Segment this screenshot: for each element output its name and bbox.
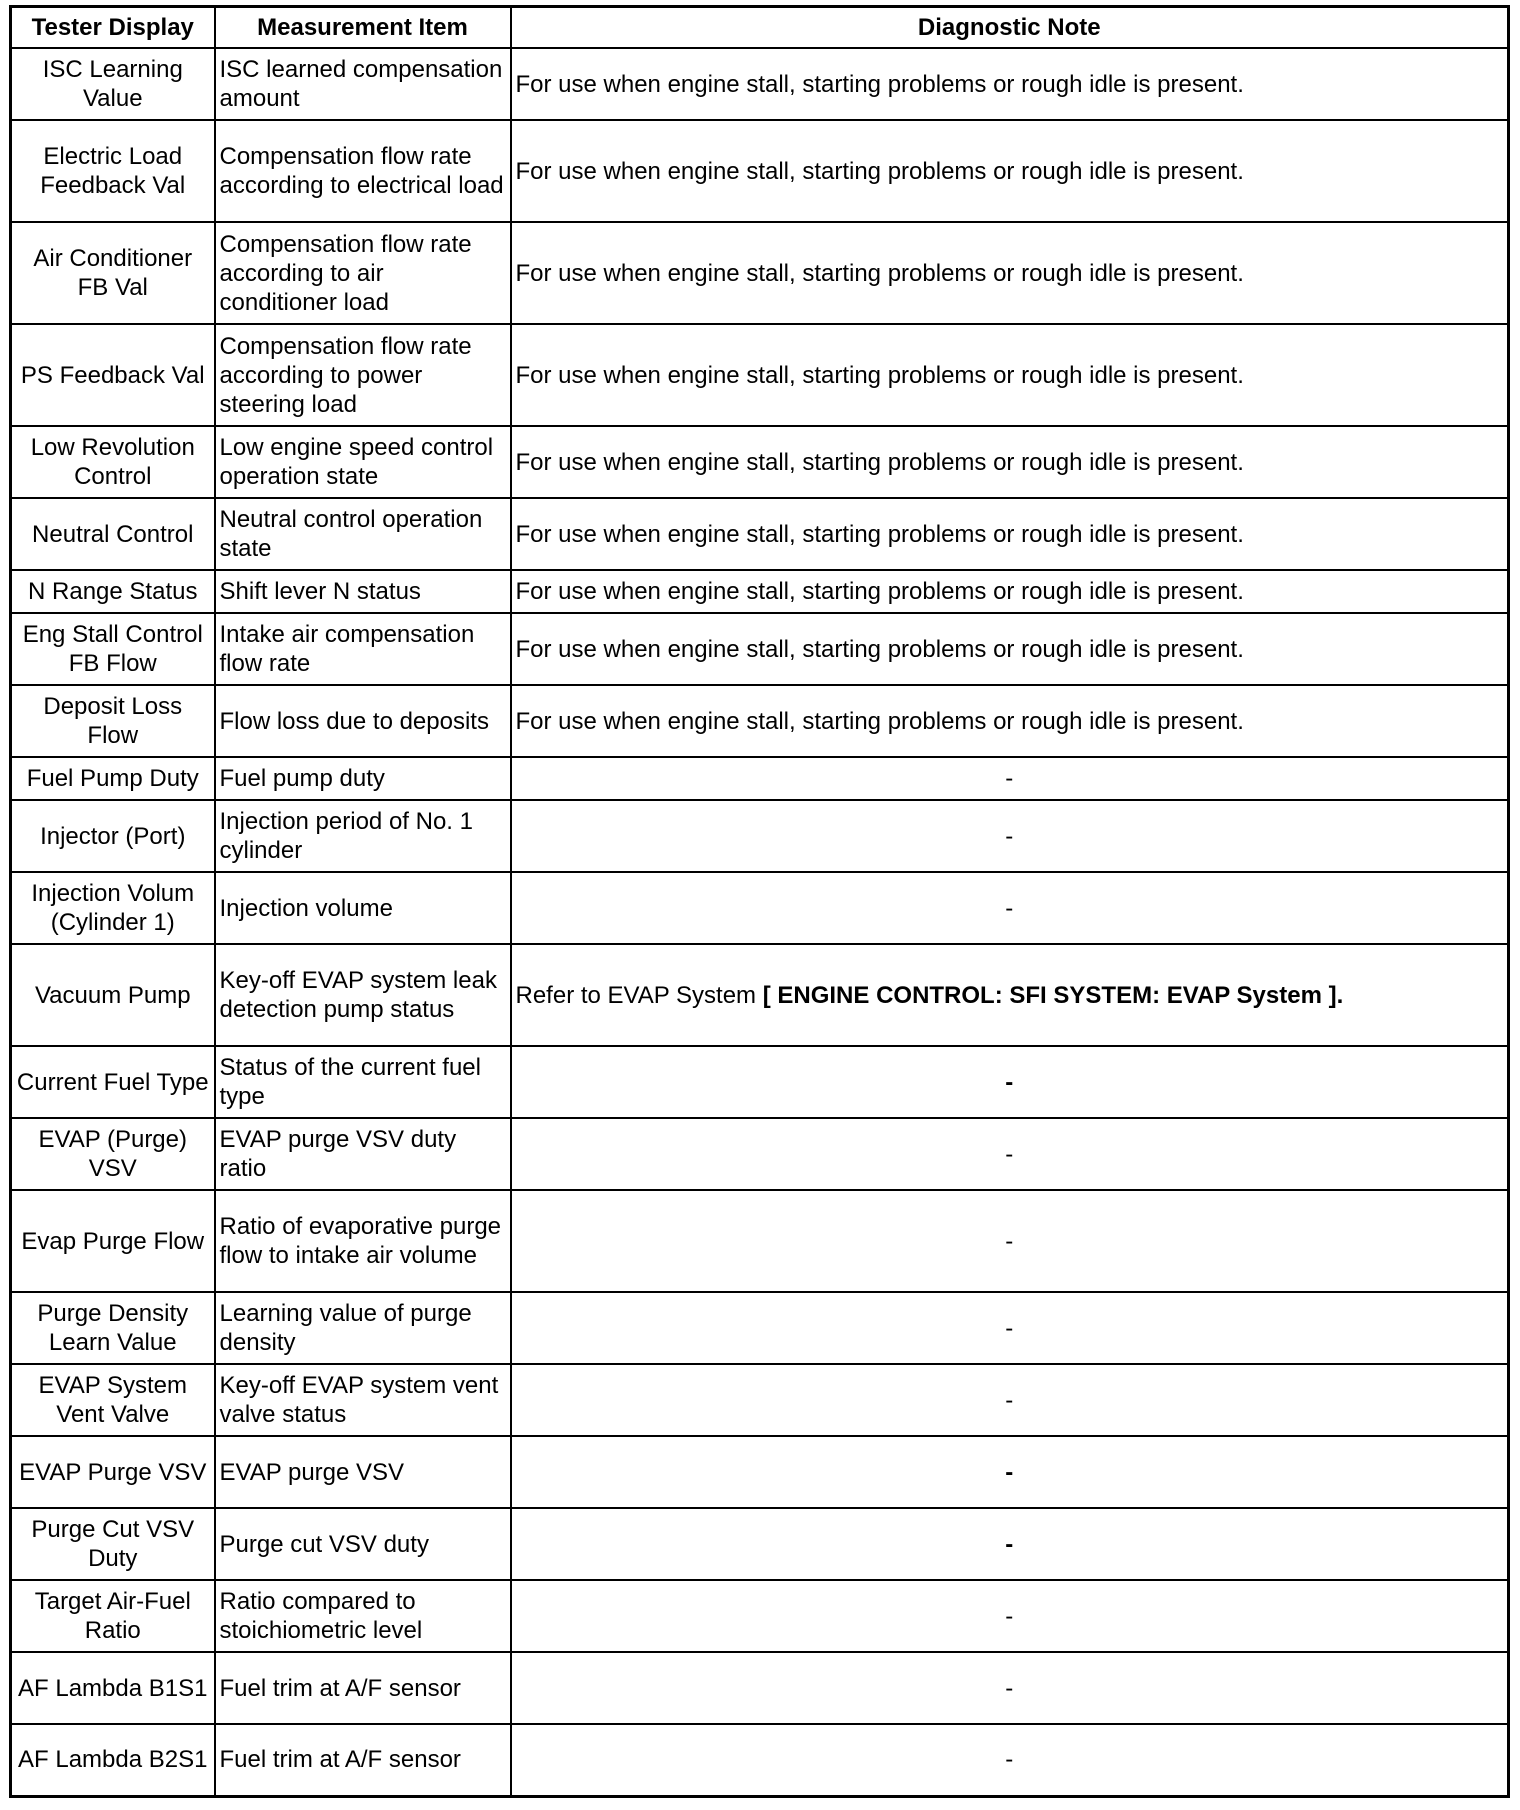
tester-display-cell: Current Fuel Type (11, 1046, 215, 1118)
table-row (11, 48, 1509, 120)
measurement-item-cell: Learning value of purge density (215, 1292, 511, 1364)
tester-display-cell: EVAP Purge VSV (11, 1436, 215, 1508)
diagnostic-note-cell: - (511, 1508, 1509, 1580)
table-row (11, 1364, 1509, 1436)
header-measurement-item: Measurement Item (215, 7, 511, 49)
diagnostic-note-cell: - (511, 800, 1509, 872)
diagnostic-note-cell: - (511, 757, 1509, 800)
table-row (11, 1046, 1509, 1118)
diagnostic-note-cell: For use when engine stall, starting problems or rough idle is present. (511, 570, 1509, 613)
measurement-item-cell: Injection period of No. 1 cylinder (215, 800, 511, 872)
tester-display-cell: Purge Cut VSV Duty (11, 1508, 215, 1580)
measurement-item-cell: Shift lever N status (215, 570, 511, 613)
tester-display-cell: EVAP (Purge) VSV (11, 1118, 215, 1190)
note-text: Refer to EVAP System (515, 981, 763, 1009)
header-row (11, 7, 1509, 49)
measurement-item-cell: Ratio compared to stoichiometric level (215, 1580, 511, 1652)
measurement-item-cell: Status of the current fuel type (215, 1046, 511, 1118)
table-row (11, 324, 1509, 426)
table-row (11, 1724, 1509, 1796)
table-row (11, 613, 1509, 685)
tester-display-cell: Neutral Control (11, 498, 215, 570)
table-row (11, 1652, 1509, 1724)
measurement-item-cell: Compensation flow rate according to electrical load (215, 120, 511, 222)
diagnostic-note-cell: - (511, 1118, 1509, 1190)
measurement-item-cell: EVAP purge VSV duty ratio (215, 1118, 511, 1190)
tester-display-cell: Injector (Port) (11, 800, 215, 872)
table-row (11, 685, 1509, 757)
measurement-item-cell: Fuel trim at A/F sensor (215, 1724, 511, 1796)
measurement-item-cell: Low engine speed control operation state (215, 426, 511, 498)
measurement-item-cell: Intake air compensation flow rate (215, 613, 511, 685)
tester-display-cell: Vacuum Pump (11, 944, 215, 1046)
table-row (11, 1508, 1509, 1580)
table-row (11, 1118, 1509, 1190)
diagnostic-note-cell: - (511, 1652, 1509, 1724)
diagnostic-note-cell: For use when engine stall, starting problems or rough idle is present. (511, 48, 1509, 120)
note-suffix: . (1336, 981, 1344, 1009)
diagnostic-note-cell: - (511, 1436, 1509, 1508)
diagnostic-note-cell: - (511, 1580, 1509, 1652)
measurement-item-cell: Key-off EVAP system leak detection pump status (215, 944, 511, 1046)
table-row (11, 498, 1509, 570)
tester-display-cell: Air Conditioner FB Val (11, 222, 215, 324)
tester-display-cell: N Range Status (11, 570, 215, 613)
table-row (11, 1292, 1509, 1364)
table-row (11, 1580, 1509, 1652)
measurement-item-cell: Flow loss due to deposits (215, 685, 511, 757)
tester-display-cell: Fuel Pump Duty (11, 757, 215, 800)
diagnostic-note-cell: For use when engine stall, starting problems or rough idle is present. (511, 613, 1509, 685)
measurement-item-cell: Fuel pump duty (215, 757, 511, 800)
tester-display-cell: Purge Density Learn Value (11, 1292, 215, 1364)
table-row (11, 570, 1509, 613)
evap-system-reference-link[interactable]: [ ENGINE CONTROL: SFI SYSTEM: EVAP System ] (762, 981, 1337, 1009)
diagnostic-note-cell: - (511, 872, 1509, 944)
tester-display-cell: ISC Learning Value (11, 48, 215, 120)
tester-display-cell: AF Lambda B2S1 (11, 1724, 215, 1796)
diagnostic-note-cell: For use when engine stall, starting problems or rough idle is present. (511, 120, 1509, 222)
tester-display-cell: Eng Stall Control FB Flow (11, 613, 215, 685)
diagnostic-note-cell (511, 944, 1509, 1046)
measurement-item-cell: Compensation flow rate according to air conditioner load (215, 222, 511, 324)
diagnostic-note-cell: - (511, 1364, 1509, 1436)
table-row (11, 757, 1509, 800)
measurement-item-cell: Purge cut VSV duty (215, 1508, 511, 1580)
measurement-item-cell: Compensation flow rate according to power steering load (215, 324, 511, 426)
diagnostic-note-cell: - (511, 1046, 1509, 1118)
diagnostic-note-cell: - (511, 1724, 1509, 1796)
measurement-item-cell: Ratio of evaporative purge flow to intake air volume (215, 1190, 511, 1292)
header-diagnostic-note: Diagnostic Note (511, 7, 1509, 49)
diagnostic-note-cell: For use when engine stall, starting problems or rough idle is present. (511, 685, 1509, 757)
table-row (11, 120, 1509, 222)
tester-display-cell: Low Revolution Control (11, 426, 215, 498)
table-row (11, 872, 1509, 944)
tester-display-cell: Target Air-Fuel Ratio (11, 1580, 215, 1652)
diagnostic-note-cell: For use when engine stall, starting problems or rough idle is present. (511, 222, 1509, 324)
diagnostic-note-cell: - (511, 1292, 1509, 1364)
measurement-item-cell: Neutral control operation state (215, 498, 511, 570)
diagnostic-note-cell: - (511, 1190, 1509, 1292)
tester-display-cell: PS Feedback Val (11, 324, 215, 426)
tester-display-cell: Deposit Loss Flow (11, 685, 215, 757)
tester-display-cell: AF Lambda B1S1 (11, 1652, 215, 1724)
diagnostic-note-cell: For use when engine stall, starting problems or rough idle is present. (511, 498, 1509, 570)
diagnostic-note-cell: For use when engine stall, starting problems or rough idle is present. (511, 324, 1509, 426)
table-row (11, 944, 1509, 1046)
measurement-item-cell: Fuel trim at A/F sensor (215, 1652, 511, 1724)
table-row (11, 800, 1509, 872)
table-row (11, 426, 1509, 498)
tester-display-cell: EVAP System Vent Valve (11, 1364, 215, 1436)
table-row (11, 1190, 1509, 1292)
table-row (11, 1436, 1509, 1508)
table-row (11, 222, 1509, 324)
measurement-item-cell: EVAP purge VSV (215, 1436, 511, 1508)
measurement-item-cell: Key-off EVAP system vent valve status (215, 1364, 511, 1436)
diagnostic-note-cell: For use when engine stall, starting problems or rough idle is present. (511, 426, 1509, 498)
measurement-item-cell: ISC learned compensation amount (215, 48, 511, 120)
tester-display-cell: Evap Purge Flow (11, 1190, 215, 1292)
header-tester-display: Tester Display (11, 7, 215, 49)
tester-display-cell: Injection Volum (Cylinder 1) (11, 872, 215, 944)
data-list-table (9, 5, 1510, 1798)
measurement-item-cell: Injection volume (215, 872, 511, 944)
tester-display-cell: Electric Load Feedback Val (11, 120, 215, 222)
